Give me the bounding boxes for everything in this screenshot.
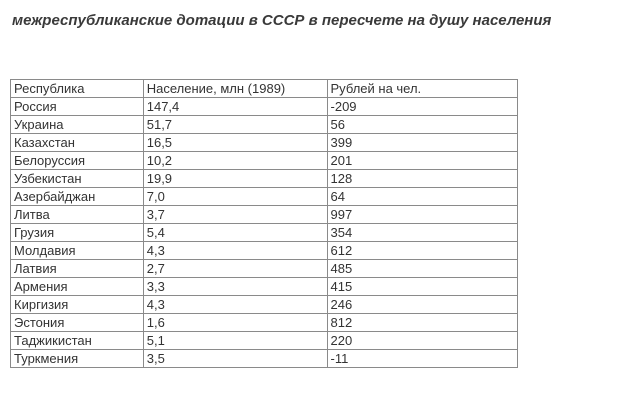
cell-population: 147,4 <box>143 98 327 116</box>
column-header-republic: Республика <box>11 80 144 98</box>
cell-population: 3,5 <box>143 350 327 368</box>
cell-republic: Узбекистан <box>11 170 144 188</box>
cell-rubles-per-capita: -209 <box>327 98 517 116</box>
table-row <box>11 296 518 314</box>
cell-population: 4,3 <box>143 242 327 260</box>
cell-republic: Россия <box>11 98 144 116</box>
cell-population: 5,1 <box>143 332 327 350</box>
table-body <box>11 98 518 368</box>
cell-population: 3,3 <box>143 278 327 296</box>
cell-republic: Грузия <box>11 224 144 242</box>
cell-rubles-per-capita: 485 <box>327 260 517 278</box>
cell-republic: Киргизия <box>11 296 144 314</box>
table-row <box>11 224 518 242</box>
cell-rubles-per-capita: 220 <box>327 332 517 350</box>
cell-population: 7,0 <box>143 188 327 206</box>
page-title: межреспубликанские дотации в СССР в пересчете на душу населения <box>12 12 552 29</box>
cell-population: 19,9 <box>143 170 327 188</box>
subsidies-table <box>10 79 518 368</box>
table-row <box>11 260 518 278</box>
cell-rubles-per-capita: 64 <box>327 188 517 206</box>
cell-republic: Азербайджан <box>11 188 144 206</box>
cell-rubles-per-capita: 201 <box>327 152 517 170</box>
cell-rubles-per-capita: 399 <box>327 134 517 152</box>
cell-population: 1,6 <box>143 314 327 332</box>
cell-republic: Литва <box>11 206 144 224</box>
cell-rubles-per-capita: 354 <box>327 224 517 242</box>
cell-rubles-per-capita: 415 <box>327 278 517 296</box>
column-header-rubles-per-capita: Рублей на чел. <box>327 80 517 98</box>
cell-republic: Белоруссия <box>11 152 144 170</box>
table-row <box>11 134 518 152</box>
table-row <box>11 350 518 368</box>
cell-rubles-per-capita: 612 <box>327 242 517 260</box>
cell-rubles-per-capita: 246 <box>327 296 517 314</box>
cell-population: 2,7 <box>143 260 327 278</box>
cell-republic: Туркмения <box>11 350 144 368</box>
cell-population: 4,3 <box>143 296 327 314</box>
cell-republic: Армения <box>11 278 144 296</box>
table-row <box>11 98 518 116</box>
cell-population: 10,2 <box>143 152 327 170</box>
table-row <box>11 278 518 296</box>
cell-republic: Казахстан <box>11 134 144 152</box>
table-row <box>11 242 518 260</box>
cell-population: 5,4 <box>143 224 327 242</box>
cell-republic: Украина <box>11 116 144 134</box>
cell-rubles-per-capita: 997 <box>327 206 517 224</box>
cell-population: 16,5 <box>143 134 327 152</box>
cell-rubles-per-capita: 812 <box>327 314 517 332</box>
cell-republic: Эстония <box>11 314 144 332</box>
table-row <box>11 206 518 224</box>
table-row <box>11 314 518 332</box>
table-row <box>11 332 518 350</box>
cell-rubles-per-capita: 56 <box>327 116 517 134</box>
column-header-population: Население, млн (1989) <box>143 80 327 98</box>
table-row <box>11 170 518 188</box>
cell-republic: Таджикистан <box>11 332 144 350</box>
table-header-row <box>11 80 518 98</box>
cell-republic: Латвия <box>11 260 144 278</box>
cell-rubles-per-capita: -11 <box>327 350 517 368</box>
cell-rubles-per-capita: 128 <box>327 170 517 188</box>
table-row <box>11 116 518 134</box>
table-row <box>11 188 518 206</box>
cell-republic: Молдавия <box>11 242 144 260</box>
cell-population: 3,7 <box>143 206 327 224</box>
cell-population: 51,7 <box>143 116 327 134</box>
table-row <box>11 152 518 170</box>
